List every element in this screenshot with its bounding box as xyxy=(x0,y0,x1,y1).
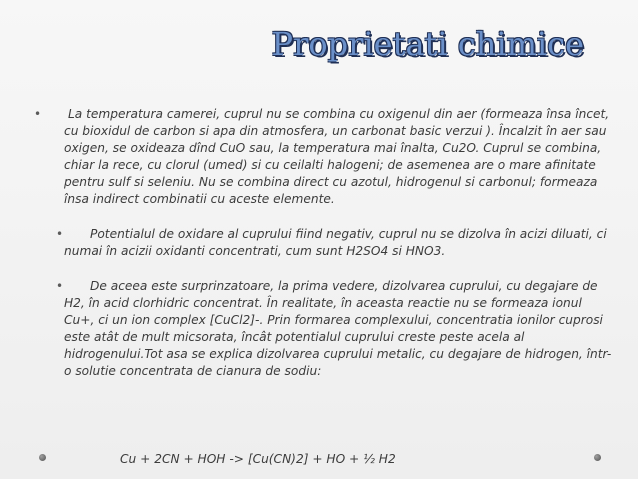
corner-dot-icon xyxy=(594,454,601,461)
bullet-dot-icon: • xyxy=(56,279,64,293)
page-title: Proprietati chimice xyxy=(271,25,584,63)
paragraph-3-text: De aceea este surprinzatoare, la prima vedere, dizolvarea cuprului, cu degajare de H2, în acid clorhidric concentrat. În realitate, în aceasta reactie nu se formeaza ionul Cu+, ci un ion complex [CuCl2]-. Prin formarea complexului, concentratia ionilor cuprosi este atât de mult micsorata, încât potentialul cuprului creste peste acela al hidrogenului.Tot asa se explica dizolvarea cuprului metalic, cu degajare de hidrogen, într-o solutie concentrata de cianura de sodiu: xyxy=(64,279,612,378)
paragraph-2-text: Potentialul de oxidare al cuprului fiind negativ, cuprul nu se dizolva în acizi diluati, ci numai în acizii oxidanti concentrati, cum sunt H2SO4 si HNO3. xyxy=(64,227,607,258)
paragraph-2 xyxy=(30,226,615,260)
paragraph-1-text: La temperatura camerei, cuprul nu se combina cu oxigenul din aer (formeaza însa încet, cu bioxidul de carbon si apa din atmosfera, un carbonat basic verzui ). Încalzit în aer sau oxigen, se oxideaza dînd CuO sau, la temperatura mai înalta, Cu2O. Cuprul se combina, chiar la rece, cu clorul (umed) si cu ceilalti halogeni; de asemenea are o mare afinitate pentru sulf si seleniu. Nu se combina direct cu azotul, hidrogenul si carbonul; formeaza însa indirect combinatii cu aceste elemente. xyxy=(64,107,610,206)
bullet-dot-icon: • xyxy=(56,227,64,241)
slide-body xyxy=(30,106,615,398)
bullet-dot-icon: • xyxy=(34,107,42,121)
chemical-formula: Cu + 2CN + HOH -> [Cu(CN)2] + HO + ½ H2 xyxy=(120,452,396,466)
paragraph-3 xyxy=(30,278,615,380)
paragraph-1 xyxy=(30,106,615,208)
corner-dot-icon xyxy=(39,454,46,461)
